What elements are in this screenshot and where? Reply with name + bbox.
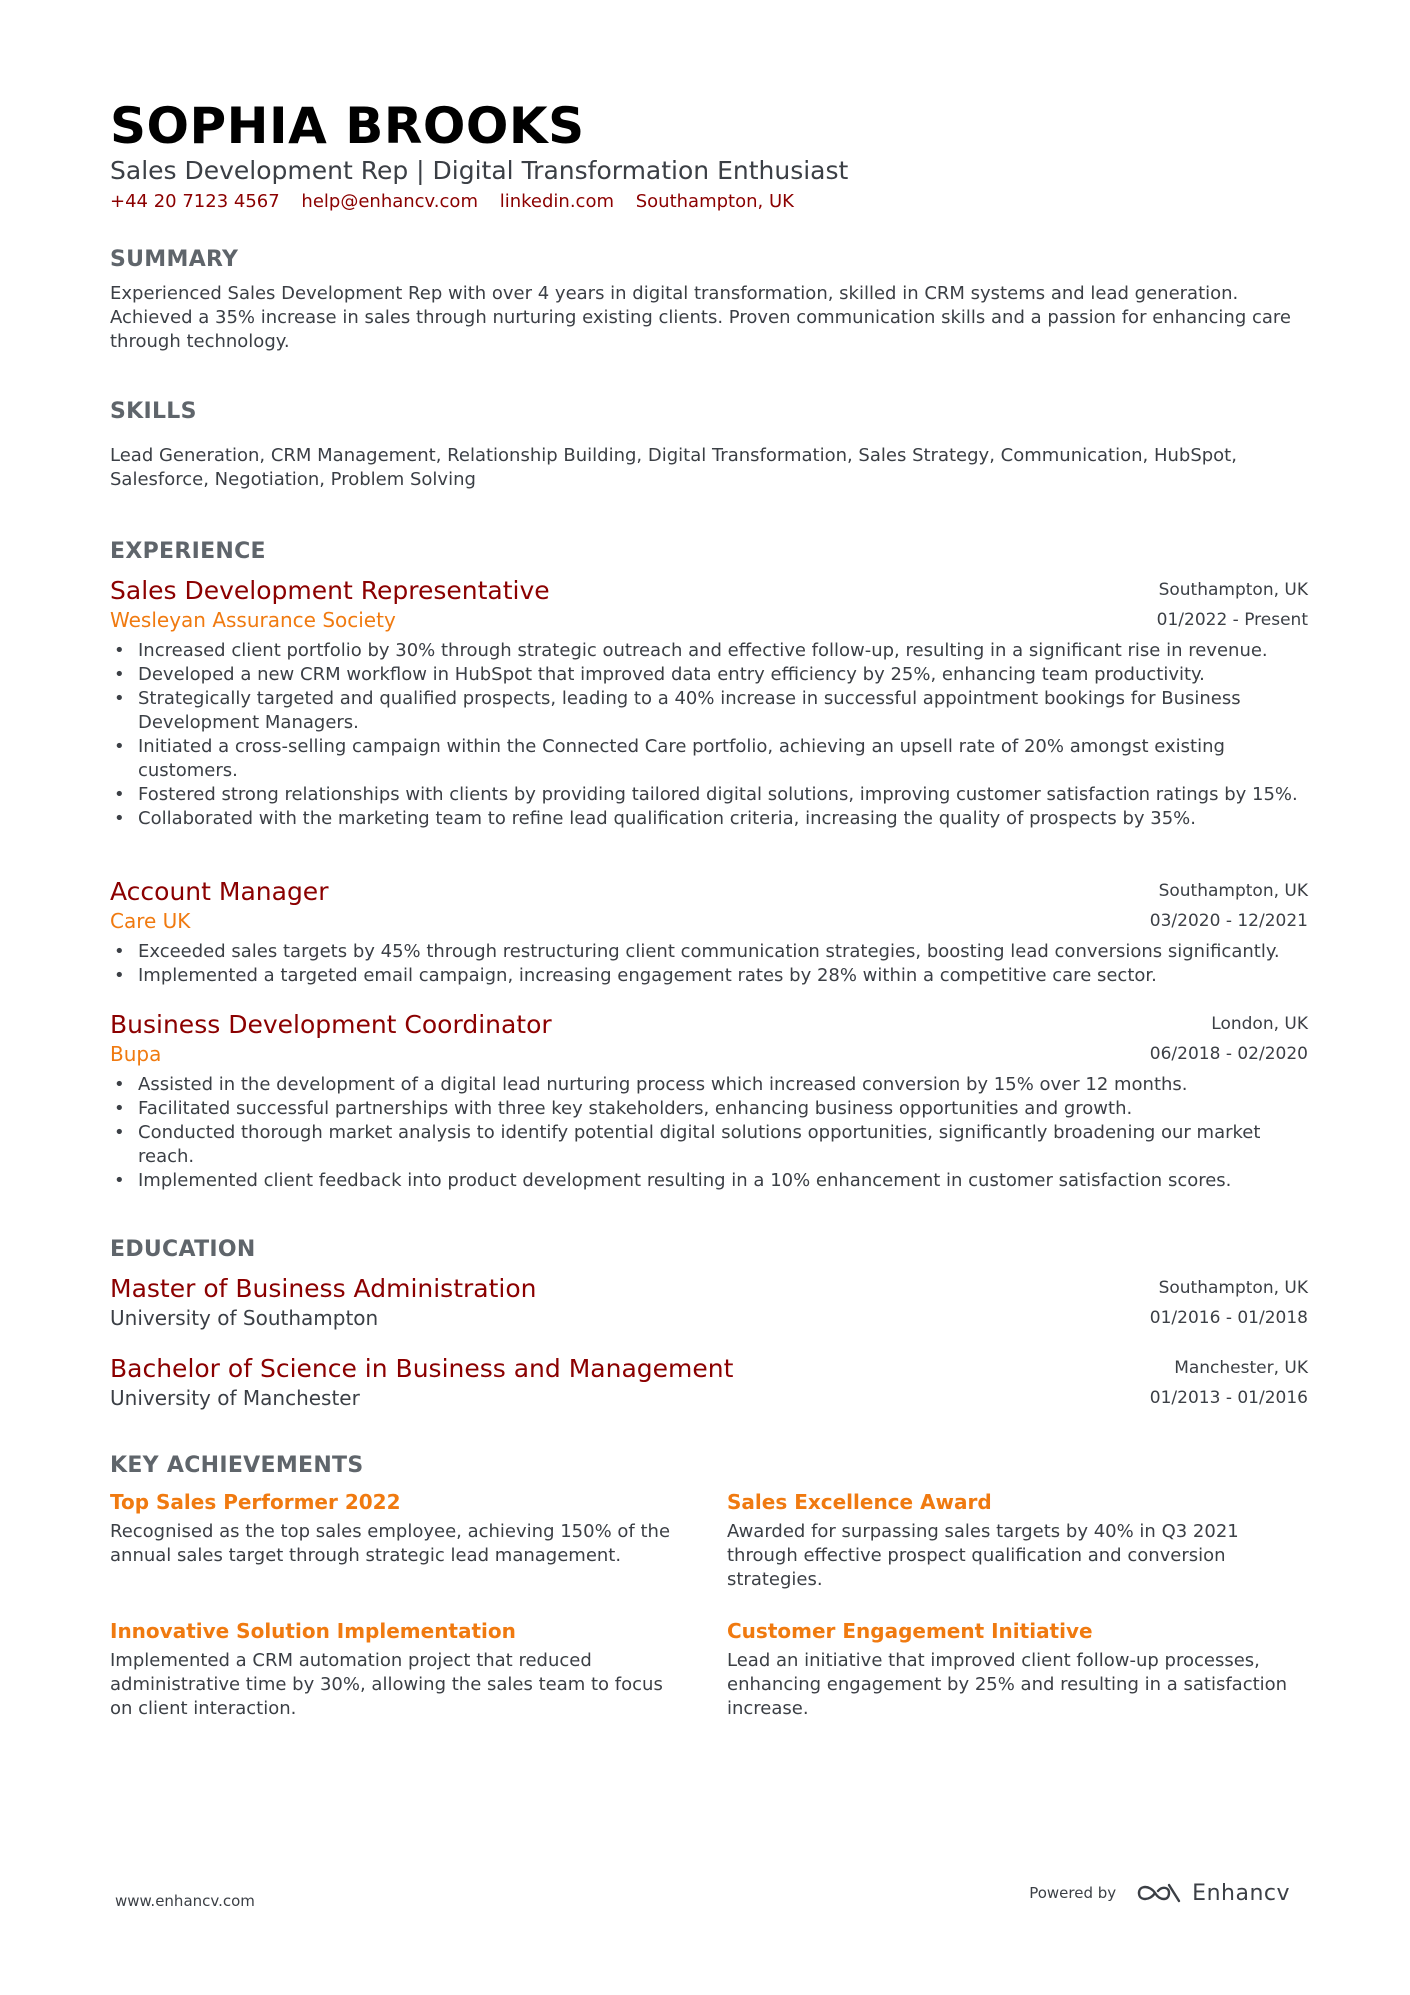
job-title: Account Manager	[110, 877, 329, 906]
list-item: • Increased client portfolio by 30% through strategic outreach and effective follow-up, resulting in a significant rise in revenue.	[110, 639, 1308, 663]
list-item: • Implemented a targeted email campaign, increasing engagement rates by 28% within a competitive care sector.	[110, 964, 1308, 988]
education-location: Manchester, UK	[1174, 1358, 1308, 1378]
list-item: • Facilitated successful partnerships with three key stakeholders, enhancing business opportunities and growth.	[110, 1097, 1308, 1121]
job-title: Business Development Coordinator	[110, 1010, 552, 1039]
experience-item	[110, 876, 1308, 988]
education-meta	[1150, 1353, 1308, 1413]
job-bullets	[110, 1073, 1308, 1193]
degree-title: Master of Business Administration	[110, 1274, 537, 1303]
experience-item	[110, 575, 1308, 831]
list-item: • Conducted thorough market analysis to identify potential digital solutions opportunities, significantly broadening our market reach.	[110, 1121, 1308, 1169]
location-text: Southampton, UK	[635, 191, 794, 212]
education-dates: 01/2016 - 01/2018	[1149, 1308, 1308, 1328]
job-dates: 03/2020 - 12/2021	[1149, 911, 1308, 931]
summary-text: Experienced Sales Development Rep with over 4 years in digital transformation, skilled in CRM systems and lead generation. Achieved a 35% increase in sales through nurturing existing clients. Proven communication skills and a passion for enhancing care through technology.	[110, 283, 1291, 352]
job-dates: 06/2018 - 02/2020	[1149, 1044, 1308, 1064]
achievement-title: Sales Excellence Award	[727, 1490, 992, 1514]
summary-heading: SUMMARY	[110, 247, 239, 272]
education-heading: EDUCATION	[110, 1237, 256, 1262]
job-company: Care UK	[110, 909, 191, 933]
achievement-item	[110, 1488, 690, 1568]
job-bullets	[110, 940, 1308, 988]
achievement-title: Customer Engagement Initiative	[727, 1619, 1093, 1643]
skills-text: Lead Generation, CRM Management, Relationship Building, Digital Transformation, Sales Strategy, Communication, HubSpot, Salesforce, Negotiation, Problem Solving	[110, 445, 1237, 490]
brand-logo[interactable]	[1136, 1880, 1290, 1906]
job-meta	[1150, 1009, 1308, 1069]
education-meta	[1150, 1273, 1308, 1333]
achievement-title: Top Sales Performer 2022	[110, 1490, 401, 1514]
job-bullets	[110, 639, 1308, 831]
list-item: • Exceeded sales targets by 45% through restructuring client communication strategies, boosting lead conversions significantly.	[110, 940, 1308, 964]
list-item: • Collaborated with the marketing team to refine lead qualification criteria, increasing the quality of prospects by 35%.	[110, 807, 1308, 831]
school-name: University of Southampton	[110, 1306, 379, 1330]
list-item: • Initiated a cross-selling campaign within the Connected Care portfolio, achieving an upsell rate of 20% amongst existing customers.	[110, 735, 1308, 783]
candidate-name: SOPHIA BROOKS	[110, 97, 585, 155]
achievement-desc: Implemented a CRM automation project that reduced administrative time by 30%, allowing the sales team to focus on client interaction.	[110, 1650, 663, 1719]
enhancv-logo-icon	[1136, 1880, 1182, 1906]
footer-website-link[interactable]: www.enhancv.com	[115, 1892, 255, 1910]
education-dates: 01/2013 - 01/2016	[1149, 1388, 1308, 1408]
powered-by-text: Powered by	[1029, 1884, 1117, 1902]
job-dates: 01/2022 - Present	[1156, 610, 1308, 630]
job-company: Wesleyan Assurance Society	[110, 608, 396, 632]
education-item	[110, 1353, 1308, 1411]
email-link[interactable]: help@enhancv.com	[301, 191, 478, 212]
achievement-item	[727, 1488, 1307, 1592]
list-item: • Fostered strong relationships with clients by providing tailored digital solutions, improving customer satisfaction ratings by 15%.	[110, 783, 1308, 807]
job-location: Southampton, UK	[1158, 881, 1308, 901]
degree-title: Bachelor of Science in Business and Management	[110, 1354, 734, 1383]
achievement-title: Innovative Solution Implementation	[110, 1619, 516, 1643]
job-meta	[1150, 876, 1308, 936]
job-title: Sales Development Representative	[110, 576, 550, 605]
education-item	[110, 1273, 1308, 1331]
education-location: Southampton, UK	[1158, 1278, 1308, 1298]
achievement-item	[110, 1617, 690, 1721]
job-location: Southampton, UK	[1158, 580, 1308, 600]
contact-line	[110, 190, 810, 214]
achievement-desc: Lead an initiative that improved client follow-up processes, enhancing engagement by 25% and resulting in a satisfaction increase.	[727, 1650, 1288, 1719]
phone-link[interactable]: +44 20 7123 4567	[110, 191, 280, 212]
achievement-desc: Recognised as the top sales employee, achieving 150% of the annual sales target through strategic lead management.	[110, 1521, 671, 1566]
list-item: • Strategically targeted and qualified prospects, leading to a 40% increase in successful appointment bookings for Business Development Managers.	[110, 687, 1308, 735]
achievements-heading: KEY ACHIEVEMENTS	[110, 1453, 364, 1478]
achievement-item	[727, 1617, 1307, 1721]
list-item: • Assisted in the development of a digital lead nurturing process which increased conversion by 15% over 12 months.	[110, 1073, 1308, 1097]
job-company: Bupa	[110, 1042, 162, 1066]
achievement-desc: Awarded for surpassing sales targets by 40% in Q3 2021 through effective prospect qualification and conversion strategies.	[727, 1521, 1239, 1590]
skills-heading: SKILLS	[110, 399, 197, 424]
candidate-tagline: Sales Development Rep | Digital Transformation Enthusiast	[110, 156, 849, 185]
list-item: • Implemented client feedback into product development resulting in a 10% enhancement in customer satisfaction scores.	[110, 1169, 1308, 1193]
experience-heading: EXPERIENCE	[110, 539, 266, 564]
linkedin-link[interactable]: linkedin.com	[499, 191, 614, 212]
job-meta	[1157, 575, 1308, 635]
experience-item	[110, 1009, 1308, 1193]
brand-name: Enhancv	[1192, 1880, 1290, 1906]
list-item: • Developed a new CRM workflow in HubSpot that improved data entry efficiency by 25%, enhancing team productivity.	[110, 663, 1308, 687]
school-name: University of Manchester	[110, 1386, 360, 1410]
job-location: London, UK	[1211, 1014, 1308, 1034]
footer-branding	[1029, 1880, 1290, 1906]
